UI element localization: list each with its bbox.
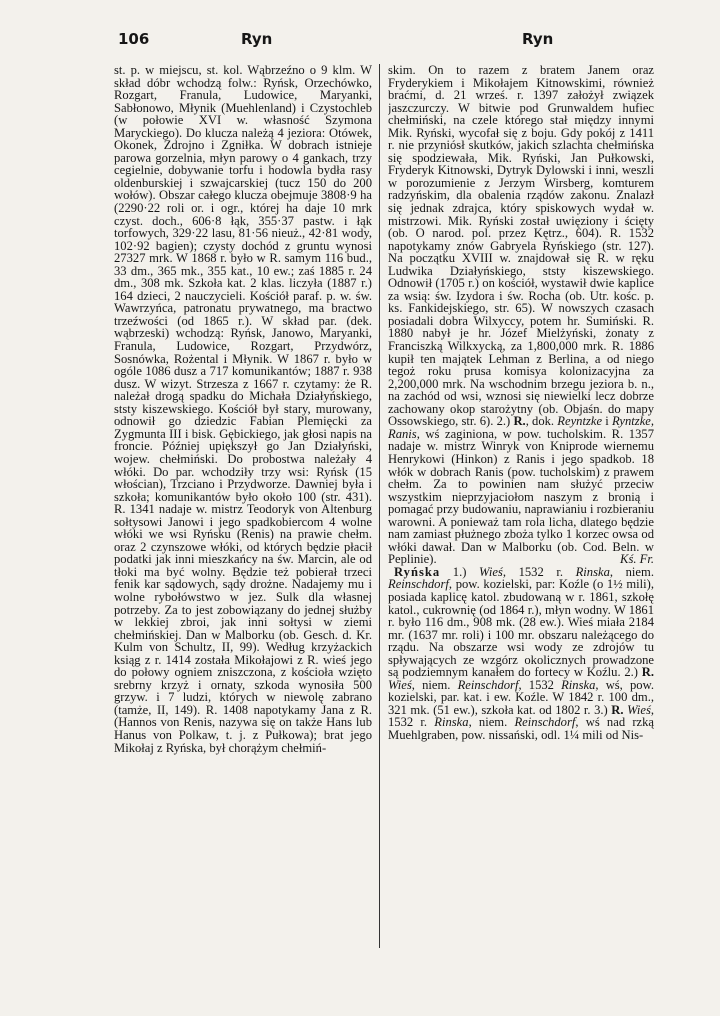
entry-text: , niem. xyxy=(468,715,508,730)
entry-text: , wś, pow. kozielski, par. kat. i ew. Koźle. W 1842 r. 100 dm., 321 mk. (51 ew.), szkoła kat. od 1802 r. 3.) xyxy=(388,677,654,717)
sub-entry-head: R. xyxy=(641,665,654,680)
right-running-head: Ryn xyxy=(522,30,554,48)
variant-name: Ryntzke, Ranis xyxy=(388,414,654,441)
variant-name: Reyntzke xyxy=(557,414,603,429)
variant-name: Reinschdorf xyxy=(388,577,449,592)
author-signature: Kś. Fr. xyxy=(620,552,654,567)
entry-text: , wś nad rzką Muehlgraben, pow. nissański, odl. 1¼ mili od Nis- xyxy=(388,715,654,742)
column-divider xyxy=(379,64,380,948)
left-column xyxy=(114,64,372,964)
entry-text: r. xyxy=(556,564,564,579)
left-running-head: Ryn xyxy=(241,30,273,48)
entry-text: , 1532 xyxy=(502,564,544,579)
variant-name: Reinschdorf xyxy=(514,715,576,730)
entry-text: , pow. kozielski, par: Koźle (o 1½ mili), posiada kaplicę katol. zbudowaną w r. 1861, szkołę katol., cukrownię (od 1864 r.), młyn wodny. W 1861 r. było 116 dm., 908 mk. (28 ew.). Wieś miała 2184 mr. (1637 mr. roli) i 100 mr. obszaru należącego do rządu. Na obszarze wsi wody ze zdrojów tu spływających ze wzgórz okolicznych prowadzone są podziemnym kanałem do fortecy w Koźlu. 2.) xyxy=(388,577,654,680)
entry-headword: Ryńska xyxy=(394,564,441,579)
entry-text: skim. On to razem z bratem Janem oraz Fryderykiem i Mikołajem Kitnowskimi, również braćmi, d. 21 wrześ. r. 1397 założył związek jaszczurczy. W bitwie pod Grunwaldem hufiec chełmiński, na czele którego stał między innymi Mik. Ryński, wycofał się z boju. Gdy pokój z 1411 r. nie przyniósł skutków, jakich szlachta chełmińska się spodziewała, Mik. Ryński, Jan Pułkowski, Fryderyk Kitnowski, Dytryk Dylowski i inni, weszli w porozumienie z Jerzym Wirsberg, komturem radzyńskim, dla obalenia rządów zakonu. Znalazł się jednak zdrajca, który spiskowych wydał w. mistrzowi. Mik. Ryński został uwięziony i ścięty (ob. O narod. pol. przez Kętrz., 604). R. 1532 napotykamy znów Gabryela Ryńskiego (str. 127). Na początku XVIII w. znajdował się R. w ręku Ludwika Działyńskiego, ststy kiszewskiego. Odnowił (1705 r.) on kościół, wystawił dwie kaplice za wsią: św. Izydora i św. Rocha (ob. Utr. kośc. p. ks. Fankidejskiego, str. 65). W nowszych czasach posiadali dobra Wilxyccy, potem hr. Sumiński. R. 1880 nabył je hr. Józef Mielżyński, żonaty z Franciszką Wilkxycką, za 1,800,000 mrk. R. 1886 kupił ten majątek Lehman z Berlina, a od niego tegoż roku prusa komisya kolonizacyjna za 2,200,000 mrk. Na wschodnim brzegu jeziora b. n., na zachód od wsi, wznosi się niewielki lecz dobrze zachowany okop starożytny (ob. Objaśn. do mapy Ossowskiego, str. 6). xyxy=(388,64,654,429)
variant-name: Reinschdorf xyxy=(457,677,519,692)
entry-italic: Wieś xyxy=(479,564,503,579)
entry-text: 1.) xyxy=(440,564,467,579)
entry-italic: Wieś xyxy=(388,677,412,692)
page-number: 106 xyxy=(118,30,150,48)
variant-name: Rinska xyxy=(575,564,610,579)
entry-text: , niem. xyxy=(411,677,451,692)
variant-name: Rinska xyxy=(434,715,469,730)
entry-ryn-continued xyxy=(388,64,654,566)
entry-text: , wś zaginiona, w pow. tucholskim. R. 1357 nadaje w. mistrz Winryk von Kniprode wiernemu Henrykowi (Hinkon) z Ranis i jego spadkob. 18 włók w dobrach Ranis (pow. tucholskim) z prawem chełm. Za to powinien nam służyć przeciw wszystkim nieprzyjaciołom naszym z bronią i pomagać przy budowaniu, naprawianiu i rozbieraniu warowni. A ponieważ tam rola licha, dlatego będzie nam zamiast płużnego zboża tylko 1 korzec owsa od włóki dawał. Dan w Malborku (ob. Cod. Beln. w Peplinie). xyxy=(388,426,654,567)
sub-entry-head: R. xyxy=(513,414,526,429)
right-column xyxy=(388,64,654,964)
sub-entry-number: 2.) xyxy=(496,414,511,429)
variant-name: Rinska xyxy=(561,677,596,692)
entry-text: , 1532 xyxy=(518,677,554,692)
entry-text: , 1532 r. xyxy=(388,702,654,730)
left-column-text: st. p. w miejscu, st. kol. Wąbrzeźno o 9 klm. W skład dóbr wchodzą folw.: Ryńsk, Orzechówko, Rozgart, Franula, Ludowice, Maryanki, Sabłonowo, Młynik (Muehlenland) i Czystochleb (w połowie XVI w. własność Szymona Maryckiego). Do klucza należą 4 jeziora: Otówek, Okonek, Zdrojno i Zgniłka. W dobrach istnieje parowa gorzelnia, młyn parowy o 4 gankach, trzy cegielnie, dobywanie torfu i hodowla bydła rasy oldenburskiej i szwajcarskiej (tucz 150 do 200 wołów). Obszar całego klucza obejmuje 3808·9 ha (2290·22 roli or. i ogr., której ha daje 10 mrk czyst. doch., 606·8 łąk, 355·37 pastw. i łąk torfowych, 329·22 lasu, 81·56 nieuż., 42·81 wody, 102·92 bagien); czysty dochód z gruntu wynosi 27327 mrk. W 1868 r. było w R. samym 116 bud., 33 dm., 365 mk., 355 kat., 10 ew.; zaś 1885 r. 24 dm., 308 mk. Szkoła kat. 2 klas. liczyła (1887 r.) 164 dzieci, 2 nauczycieli. Kościół paraf. p. w. św. Wawrzyńca, patronatu prywatnego, ma bractwo trzeźwości (od 1865 r.). W skład par. (dek. wąbrzeski) wchodzą: Ryńsk, Janowo, Maryanki, Franula, Ludowice, Rozgart, Przydwórz, Sosnówka, Rożental i Młynik. W 1867 r. było w ogóle 1086 dusz a 717 komunikantów; 1887 r. 938 dusz. W wizyt. Strzesza z 1667 r. czytamy: że R. należał drogą spadku do Michała Działyńskiego, ststy kiszewskiego. Kościół był stary, murowany, odnowił go dziedzic Fabian Plemięcki za Zygmunta III i bisk. Gębickiego, jak głosi napis na froncie. Później upiększył go Jan Działyński, wojew. chełmiński. Do probostwa należały 4 włóki. Do par. wchodziły trzy wsi: Ryńsk (15 włościan), Trzciano i Przydworze. Dawniej była i szkoła; komunikantów było około 100 (str. 431). R. 1341 nadaje w. mistrz Teodoryk von Altenburg sołtysowi Janowi i jego spadkobiercom 4 wolne włóki we wsi Ryńsku (Renis) na prawie chełm. oraz 2 czynszowe włóki, od których będzie płacił podatki jak inni mieszkańcy na św. Marcin, ale od tłoki ma być wolny. Będzie też pobierał trzeci fenik kar sądowych, sądy drożne. Nadajemy mu i wolne rybołówstwo w jez. Sulk dla własnej potrzeby. Za to jest zobowiązany do jednej służby w lekkiej zbroi, jak inni sołtysi w ziemi chełmińskiej. Dan w Malborku (ob. Gesch. d. Kr. Kulm von Schultz, II, 99). Według krzyżackich ksiąg z r. 1414 została Mikołajowi z R. wieś jego do połowy ogniem zniszczona, z kościoła wzięto srebrny krzyż i ornaty, szkoda wynosiła 500 grzyw. i 7 ludzi, których w niewolę zabrano (tamże, II, 149). R. 1408 napotykamy Jana z R. (Hannos von Renis, nazywa się on także Hans lub Hanus von Polkaw, t. j. z Pułkowa); brat jego Mikołaj z Ryńska, był chorążym chełmiń- xyxy=(114,64,372,755)
entry-text: , dok. xyxy=(525,414,555,429)
entry-rynska xyxy=(388,566,654,742)
entry-italic: Wieś xyxy=(627,702,651,717)
sub-entry-head: R. xyxy=(611,702,624,717)
entry-text: i xyxy=(602,414,609,429)
entry-text: , niem. xyxy=(609,564,654,579)
